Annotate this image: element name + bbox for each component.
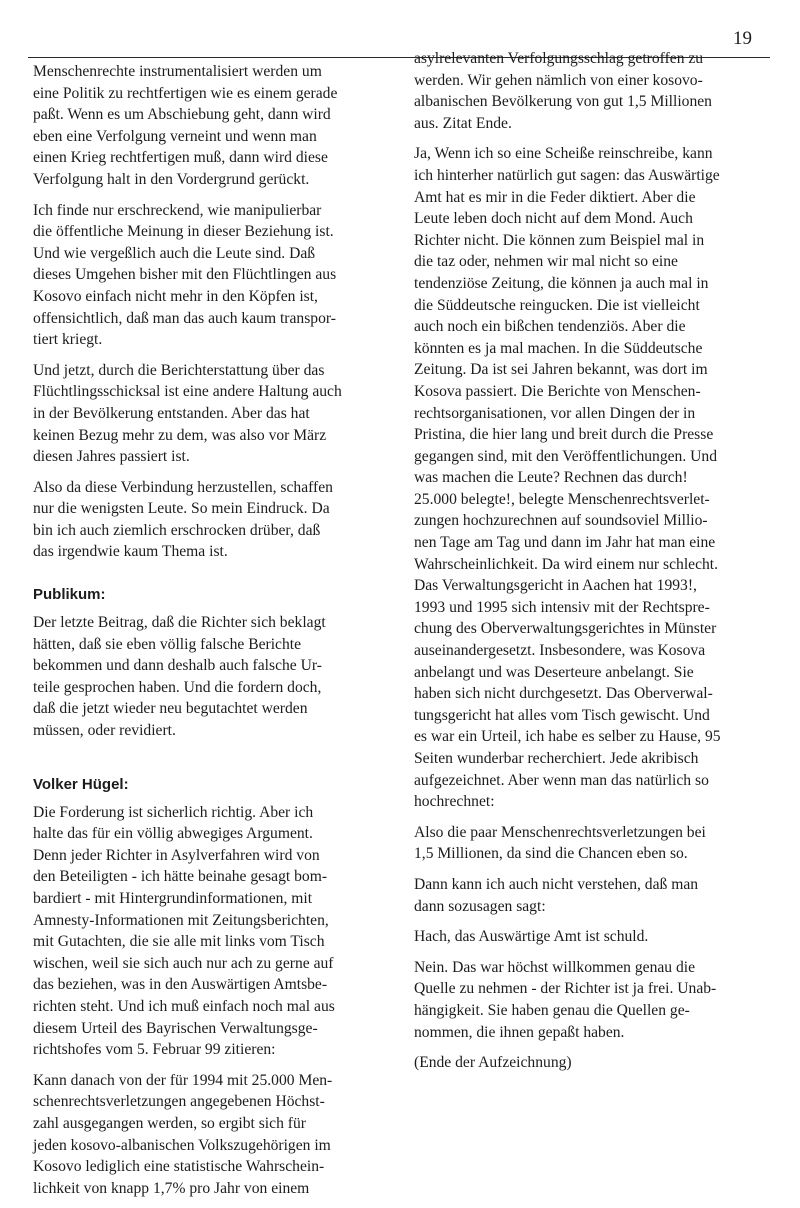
paragraph: Und jetzt, durch die Berichterstattung über das Flüchtlingsschicksal ist eine andere Haltung auch in der Bevölkerung entstanden. Aber das hat keinen Bezug mehr zu dem, was also vor März diesen Jahres passiert ist. <box>33 361 342 466</box>
paragraph: Also die paar Menschenrechtsverletzungen bei 1,5 Millionen, da sind die Chancen eben so. <box>414 823 706 863</box>
speaker-label: Publikum: <box>33 586 106 604</box>
paragraph: Menschenrechte instrumentalisiert werden um eine Politik zu rechtfertigen wie es einem gerade paßt. Wenn es um Abschiebung geht, dann wird eben eine Verfolgung verneint und wenn man einen Krieg rechtfertigen muß, dann wird diese Verfolgung halt in den Vordergrund gerückt. <box>33 63 338 188</box>
quote-paragraph: asylrelevanten Verfolgungsschlag getroffen zu werden. Wir gehen nämlich von einer kosovo- albanischen Bevölkerung von gut 1,5 Millionen aus. Zitat Ende. <box>414 50 712 132</box>
end-note: (Ende der Aufzeichnung) <box>414 1054 572 1072</box>
speaker-label: Volker Hügel: <box>33 775 129 793</box>
paragraph: Ich finde nur erschreckend, wie manipulierbar die öffentliche Meinung in dieser Beziehung ist. Und wie vergeßlich auch die Leute sind. Daß dieses Umgehen bisher mit den Flüchtlingen aus Kosovo einfach nicht mehr in den Köpfen ist, offensichtlich, daß man das auch kaum transpor- tiert kriegt. <box>33 201 337 349</box>
paragraph: Also da diese Verbindung herzustellen, schaffen nur die wenigsten Leute. So mein Eindruck. Da bin ich auch ziemlich erschrocken drüber, daß das irgendwie kaum Thema ist. <box>33 478 333 561</box>
paragraph: Dann kann ich auch nicht verstehen, daß man dann sozusagen sagt: <box>414 875 699 915</box>
page-number: 19 <box>733 28 752 49</box>
left-column <box>33 61 393 1208</box>
paragraph: Ja, Wenn ich so eine Scheiße reinschreibe, kann ich hinterher natürlich gut sagen: das Auswärtige Amt hat es mir in die Feder diktiert. Aber die Leute leben doch nicht auf dem Mond. Auch Richter nicht. Die können zum Beispiel mal in die taz oder, nehmen wir mal nicht so eine tendenziöse Zeitung, die können ja auch mal in die Süddeutsche reingucken. Die ist vielleicht auch noch ein bißchen tendenziös. Aber die könnten es ja mal machen. In die Süddeutsche Zeitung. Da ist sei Jahren bekannt, was dort im Kosova passiert. Die Berichte von Menschen- rechtsorganisationen, vor allen Dingen der in Pristina, die hier lang und breit durch die Presse gegangen sind, mit den Veröffentlichungen. Und was machen die Leute? Rechnen das durch! 25.000 belegte!, belegte Menschenrechtsverlet- zungen hochzurechnen auf soundsoviel Millio- nen Tage am Tag und dann im Jahr hat man eine Wahrscheinlichkeit. Da wird einem nur schlecht. Das Verwaltungsgericht in Aachen hat 1993!, 1993 und 1995 sich intensiv mit der Rechtspre- chung des Oberverwaltungsgerichtes in Münster auseinandergesetzt. Insbesondere, was Kosova anbelangt und was Deserteure anbelangt. Sie haben sich nicht durchgesetzt. Das Oberverwal- tungsgericht hat alles vom Tisch gewischt. Und es war ein Urteil, ich habe es selber zu Hause, 95 Seiten wunderbar recherchiert. Jede akribisch aufgezeichnet. Aber wenn man das natürlich so hochrechnet: <box>414 145 721 811</box>
paragraph: Nein. Das war höchst willkommen genau die Quelle zu nehmen - der Richter ist ja frei. Unab- hängigkeit. Sie haben genau die Quellen ge- nommen, die ihnen gepaßt haben. <box>414 958 717 1041</box>
paragraph: Der letzte Beitrag, daß die Richter sich beklagt hätten, daß sie eben völlig falsche Berichte bekommen und dann deshalb auch falsche Ur- teile gesprochen haben. Und die fordern doch, daß die jetzt wieder neu begutachtet werden müssen, oder revidiert. <box>33 614 326 740</box>
paragraph: Die Forderung ist sicherlich richtig. Aber ich halte das für ein völlig abwegiges Argument. Denn jeder Richter in Asylverfahren wird von den Beteiligten - ich hätte beinahe gesagt bom- bardiert - mit Hintergrundinformationen, mit Amnesty-Informationen mit Zeitungsberichten, mit Gutachten, die sie alle mit links vom Tisch wischen, weil sie sich auch nur ach zu gerne auf das beziehen, was in den Auswärtigen Amtsbe- richten steht. Und ich muß einfach noch mal aus diesem Urteil des Bayrischen Verwaltungsge- richtshofes vom 5. Februar 99 zitieren: <box>33 803 335 1059</box>
right-column <box>414 48 768 1083</box>
quote-paragraph: Kann danach von der für 1994 mit 25.000 Men- schenrechtsverletzungen angegebenen Höchst- zahl ausgegangen werden, so ergibt sich für jeden kosovo-albanischen Volkszugehörigen im Kosovo lediglich eine statistische Wahrschein- lichkeit von knapp 1,7% pro Jahr von einem <box>33 1071 333 1197</box>
paragraph: Hach, das Auswärtige Amt ist schuld. <box>414 928 649 946</box>
